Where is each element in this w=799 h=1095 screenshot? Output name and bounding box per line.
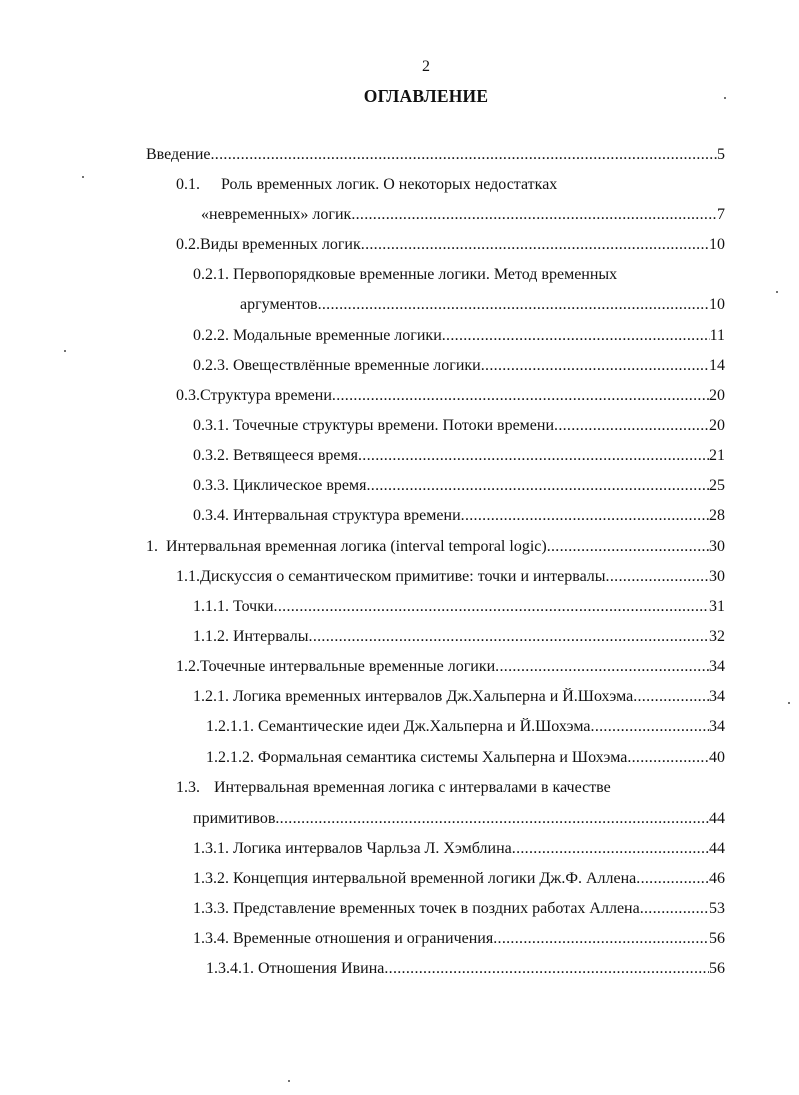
scan-speck xyxy=(788,702,790,704)
toc-entry-text: Семантические идеи Дж.Хальперна и Й.Шохэма xyxy=(258,718,591,735)
toc-entry-number: 1.3.3. xyxy=(193,900,229,917)
toc-leader xyxy=(274,598,709,616)
toc-entry xyxy=(193,840,725,864)
toc-entry-page: 44 xyxy=(709,810,725,827)
toc-entry-page: 10 xyxy=(709,236,725,253)
toc-leader xyxy=(332,387,709,405)
toc-entry-page: 44 xyxy=(709,840,725,857)
toc-entry xyxy=(193,870,725,894)
scan-speck xyxy=(288,1080,290,1082)
toc-entry-text: Ветвящееся время xyxy=(233,447,358,464)
toc-entry-page: 20 xyxy=(709,417,725,434)
scan-speck xyxy=(724,97,726,99)
toc-entry-text: Точки xyxy=(233,598,274,615)
toc-entry-number: 1.1.1. xyxy=(193,598,229,615)
toc-entry-text: Интервальная временная логика (interval temporal logic) xyxy=(166,538,547,555)
toc-entry-text: Представление временных точек в поздних работах Аллена xyxy=(233,900,640,917)
toc-entry-page: 21 xyxy=(709,447,725,464)
toc-entry xyxy=(193,447,725,471)
toc-entry-number: 1.3.4. xyxy=(193,930,229,947)
toc-entry-text: Формальная семантика системы Хальперна и Шохэма xyxy=(258,749,628,766)
toc-entry-text: Роль временных логик. О некоторых недостатках xyxy=(221,176,558,193)
toc-entry xyxy=(193,477,725,501)
toc-entry-page: 5 xyxy=(717,146,725,163)
toc-entry-text: Модальные временные логики xyxy=(233,327,442,344)
toc-entry-text: Овеществлённые временные логики xyxy=(233,357,481,374)
toc-entry-page: 31 xyxy=(709,598,725,615)
toc-entry-page: 14 xyxy=(709,357,725,374)
toc-entry-text: Точечные интервальные временные логики xyxy=(200,658,496,675)
toc-entry-number: 1.3.1. xyxy=(193,840,229,857)
toc-entry-number: 1.2.1.2. xyxy=(206,749,254,766)
toc-entry xyxy=(193,598,725,622)
toc-entry-page: 10 xyxy=(709,296,725,313)
toc-entry-page: 7 xyxy=(717,206,725,223)
toc-entry-text: Циклическое время xyxy=(233,477,367,494)
toc-leader xyxy=(640,900,709,918)
toc-entry-text: Концепция интервальной временной логики Дж.Ф. Аллена xyxy=(233,870,637,887)
toc-entry-text: Первопорядковые временные логики. Метод временных xyxy=(233,266,618,283)
toc-entry-text: Введение xyxy=(146,146,211,163)
toc-entry-number: 0.3.1. xyxy=(193,417,229,434)
toc-entry-text: аргументов xyxy=(240,296,318,313)
toc-leader xyxy=(481,357,709,375)
toc-entry xyxy=(146,538,725,562)
toc-entry-number: 1.2. xyxy=(176,658,200,675)
toc-entry-page: 56 xyxy=(709,960,725,977)
toc-entry-page: 11 xyxy=(709,327,725,344)
toc-entry xyxy=(176,568,725,592)
toc-entry-page: 40 xyxy=(709,749,725,766)
toc-entry xyxy=(206,718,725,742)
toc-entry-number: 1.2.1.1. xyxy=(206,718,254,735)
toc-leader xyxy=(554,417,709,435)
toc-entry-text: «невременных» логик xyxy=(201,206,352,223)
toc-leader xyxy=(309,628,709,646)
toc-entry-text: примитивов xyxy=(193,810,276,827)
page-title: ОГЛАВЛЕНИЕ xyxy=(363,86,489,106)
toc-leader xyxy=(633,688,709,706)
toc-entry-text: Структура времени xyxy=(200,387,332,404)
toc-entry-page: 28 xyxy=(709,507,725,524)
toc-entry-page: 53 xyxy=(709,900,725,917)
toc-leader xyxy=(547,538,709,556)
toc-entry xyxy=(193,900,725,924)
toc-leader xyxy=(461,507,709,525)
toc-leader xyxy=(351,206,717,224)
scan-speck xyxy=(82,176,84,178)
toc-entry xyxy=(176,387,725,411)
toc-entry xyxy=(193,688,725,712)
toc-entry-text: Виды временных логик xyxy=(200,236,361,253)
toc-leader xyxy=(361,236,709,254)
toc-entry-number: 0.1. xyxy=(176,176,200,193)
toc-entry-number: 0.2. xyxy=(176,236,200,253)
toc-entry-number: 1.1.2. xyxy=(193,628,229,645)
toc-entry xyxy=(176,779,725,803)
toc-entry-page: 34 xyxy=(709,688,725,705)
toc-entry xyxy=(206,749,725,773)
toc-leader xyxy=(442,327,710,345)
toc-leader xyxy=(318,296,709,314)
toc-leader xyxy=(606,568,709,586)
page-number: 2 xyxy=(422,58,430,75)
toc-entry-text: Интервалы xyxy=(233,628,309,645)
toc-entry-number: 0.3.2. xyxy=(193,447,229,464)
toc-entry xyxy=(193,327,725,351)
toc-entry-text: Дискуссия о семантическом примитиве: точки и интервалы xyxy=(200,568,606,585)
toc-entry-page: 20 xyxy=(709,387,725,404)
toc-entry-page: 34 xyxy=(709,718,725,735)
toc-leader xyxy=(636,870,709,888)
toc-entry-number: 1.3. xyxy=(176,779,200,796)
toc-leader xyxy=(211,146,718,164)
toc-entry xyxy=(201,206,725,230)
toc-entry-number: 0.3.3. xyxy=(193,477,229,494)
toc-entry-page: 56 xyxy=(709,930,725,947)
toc-entry-text: Интервальная структура времени xyxy=(233,507,461,524)
toc-entry-number: 0.3.4. xyxy=(193,507,229,524)
toc-entry xyxy=(146,146,725,170)
toc-entry xyxy=(193,266,725,290)
toc-entry-page: 30 xyxy=(709,538,725,555)
toc-leader xyxy=(384,960,709,978)
toc-entry-text: Отношения Ивина xyxy=(258,960,385,977)
toc-entry-page: 25 xyxy=(709,477,725,494)
toc-entry-page: 46 xyxy=(709,870,725,887)
toc-entry xyxy=(193,810,725,834)
toc-entry-number: 1.2.1. xyxy=(193,688,229,705)
scan-speck xyxy=(64,350,66,352)
toc-leader xyxy=(627,749,709,767)
toc-entry-number: 0.2.3. xyxy=(193,357,229,374)
toc-entry-number: 0.2.2. xyxy=(193,327,229,344)
toc-entry xyxy=(176,176,725,200)
toc-entry-number: 1.3.2. xyxy=(193,870,229,887)
toc-entry-number: 1.1. xyxy=(176,568,200,585)
toc-entry-text: Интервальная временная логика с интервалами в качестве xyxy=(214,779,611,796)
toc-entry xyxy=(176,658,725,682)
toc-leader xyxy=(591,718,709,736)
toc-entry xyxy=(193,628,725,652)
toc-entry xyxy=(193,357,725,381)
toc-entry xyxy=(206,960,725,984)
toc-leader xyxy=(366,477,709,495)
toc-leader xyxy=(493,930,709,948)
toc-leader xyxy=(275,810,709,828)
toc-leader xyxy=(358,447,709,465)
toc-entry xyxy=(193,507,725,531)
toc-entry-page: 32 xyxy=(709,628,725,645)
toc-entry-text: Точечные структуры времени. Потоки времени xyxy=(233,417,555,434)
toc-entry-page: 30 xyxy=(709,568,725,585)
toc-leader xyxy=(512,840,709,858)
scan-speck xyxy=(776,291,778,293)
toc-entry xyxy=(240,296,725,320)
toc-entry-number: 0.2.1. xyxy=(193,266,229,283)
toc-entry-text: Логика временных интервалов Дж.Хальперна и Й.Шохэма xyxy=(233,688,634,705)
toc-entry xyxy=(193,417,725,441)
toc-entry-number: 1.3.4.1. xyxy=(206,960,254,977)
toc-entry-number: 0.3. xyxy=(176,387,200,404)
toc-entry-text: Логика интервалов Чарльза Л. Хэмблина xyxy=(233,840,512,857)
toc-entry-page: 34 xyxy=(709,658,725,675)
toc-leader xyxy=(495,658,709,676)
toc-entry xyxy=(193,930,725,954)
toc-entry-text: Временные отношения и ограничения xyxy=(233,930,494,947)
toc-entry-number: 1. xyxy=(146,538,158,555)
toc-entry xyxy=(176,236,725,260)
